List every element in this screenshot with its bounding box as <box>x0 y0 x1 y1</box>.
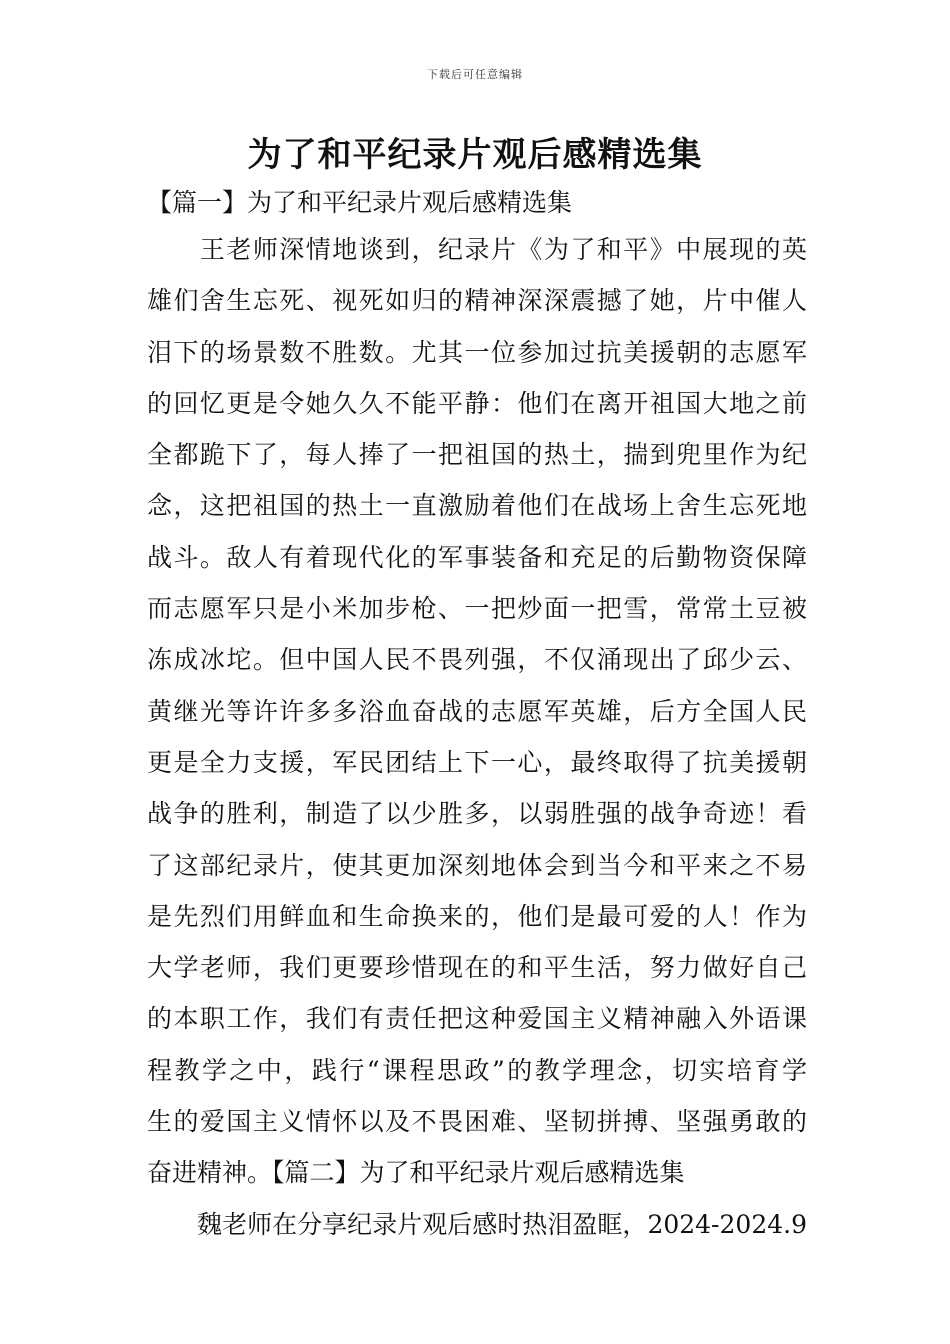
text-line: 程教学之中，践行“课程思政”的教学理念，切实培育学 <box>147 1055 807 1085</box>
text-line: 更是全力支援，军民团结上下一心，最终取得了抗美援朝 <box>147 747 807 777</box>
text-line: 了这部纪录片，使其更加深刻地体会到当今和平来之不易 <box>147 850 807 880</box>
text-line: 冻成冰坨。但中国人民不畏列强，不仅涌现出了邱少云、 <box>147 645 807 675</box>
text-line: 全都跪下了，每人捧了一把祖国的热土，揣到兜里作为纪 <box>147 440 807 470</box>
text-line: 的本职工作，我们有责任把这种爱国主义精神融入外语课 <box>147 1004 807 1034</box>
text-line: 生的爱国主义情怀以及不畏困难、坚韧拼搏、坚强勇敢的 <box>147 1107 807 1137</box>
text-line: 雄们舍生忘死、视死如归的精神深深震撼了她，片中催人 <box>147 286 807 316</box>
section-heading: 【篇一】为了和平纪录片观后感精选集 <box>147 188 573 217</box>
text-line: 念，这把祖国的热土一直激励着他们在战场上舍生忘死地 <box>147 491 807 521</box>
text-line: 奋进精神。【篇二】为了和平纪录片观后感精选集 <box>147 1158 685 1188</box>
body-paragraph <box>147 230 807 1256</box>
text-line: 大学老师，我们更要珍惜现在的和平生活，努力做好自己 <box>147 953 807 983</box>
page-header-note: 下载后可任意编辑 <box>427 68 523 81</box>
document-title: 为了和平纪录片观后感精选集 <box>247 135 703 175</box>
text-line: 的回忆更是令她久久不能平静：他们在离开祖国大地之前 <box>147 388 807 418</box>
text-line: 王老师深情地谈到，纪录片《为了和平》中展现的英 <box>147 235 807 264</box>
text-line: 黄继光等许许多多浴血奋战的志愿军英雄，后方全国人民 <box>147 696 807 726</box>
text-line: 战争的胜利，制造了以少胜多，以弱胜强的战争奇迹！看 <box>147 799 807 829</box>
text-line: 是先烈们用鲜血和生命换来的，他们是最可爱的人！作为 <box>147 901 807 931</box>
text-line: 泪下的场景数不胜数。尤其一位参加过抗美援朝的志愿军 <box>147 337 807 367</box>
text-line: 战斗。敌人有着现代化的军事装备和充足的后勤物资保障 <box>147 542 807 572</box>
text-line: 魏老师在分享纪录片观后感时热泪盈眶，2024-2024.9 <box>147 1209 807 1239</box>
text-line: 而志愿军只是小米加步枪、一把炒面一把雪，常常土豆被 <box>147 594 807 624</box>
